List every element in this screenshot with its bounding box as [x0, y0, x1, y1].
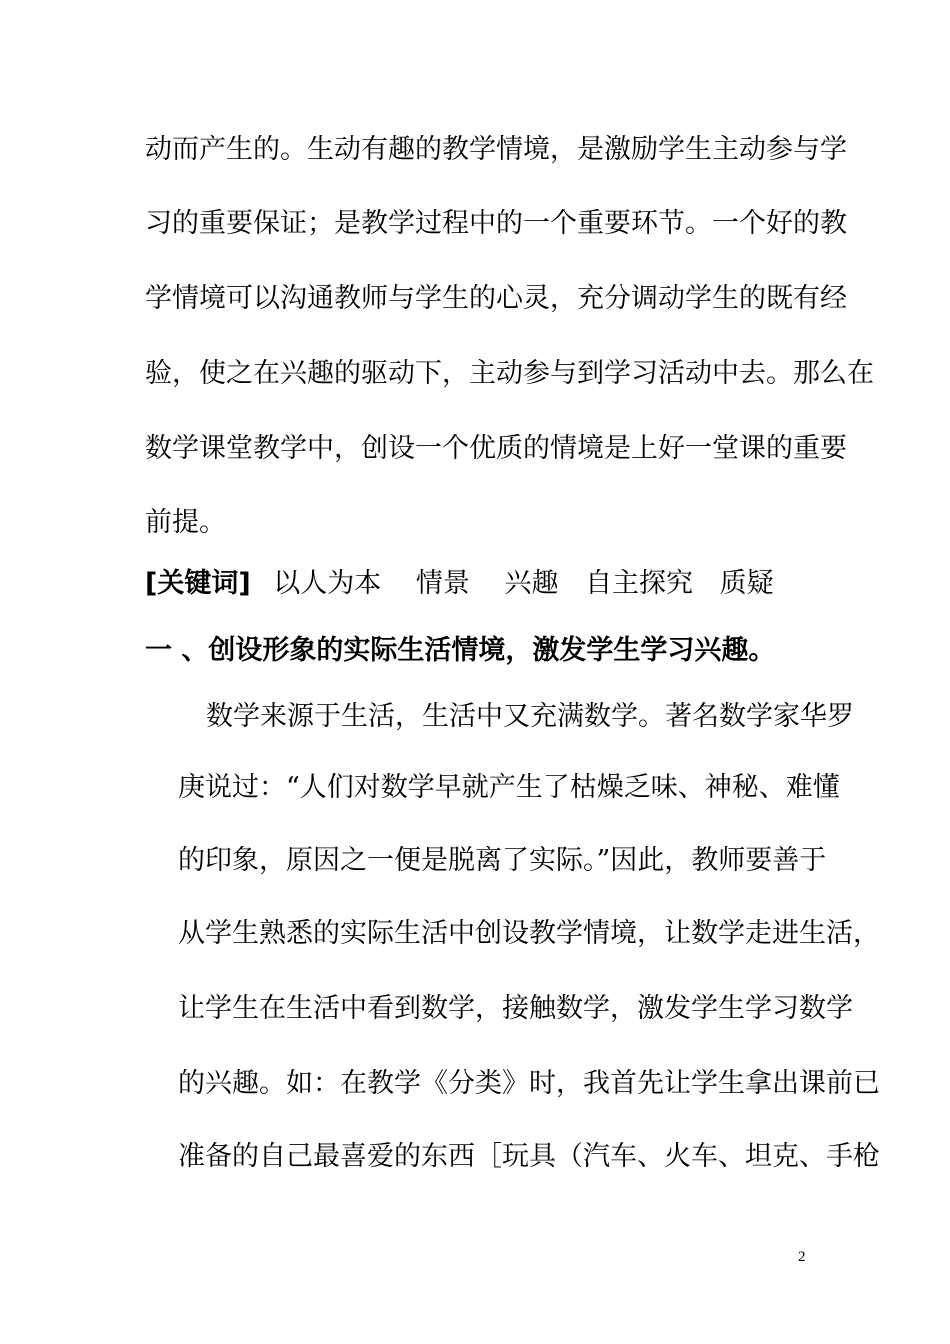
- intro-line-1: 动而产生的。生动有趣的教学情境，是激励学生主动参与学: [145, 134, 847, 165]
- section-line-3: 的印象，原因之一便是脱离了实际。”因此，教师要善于: [178, 845, 827, 876]
- section-line-7: 准备的自己最喜爱的东西［玩具（汽车、火车、坦克、手枪: [178, 1141, 880, 1172]
- keyword-item: 自主探究: [585, 568, 694, 599]
- intro-line-2: 习的重要保证；是教学过程中的一个重要环节。一个好的教: [145, 208, 847, 239]
- intro-line-5: 数学课堂教学中，创设一个优质的情境是上好一堂课的重要: [145, 433, 847, 464]
- keyword-item: 质疑: [719, 568, 774, 599]
- section-line-1: 数学来源于生活，生活中又充满数学。著名数学家华罗: [206, 701, 854, 732]
- page-number: 2: [798, 1249, 806, 1265]
- intro-line-4: 验，使之在兴趣的驱动下，主动参与到学习活动中去。那么在: [145, 358, 874, 389]
- section-line-4: 从学生熟悉的实际生活中创设教学情境，让数学走进生活，: [178, 918, 880, 949]
- keyword-item: 情景: [415, 568, 470, 599]
- section-line-6: 的兴趣。如：在教学《分类》时，我首先让学生拿出课前已: [178, 1068, 880, 1099]
- keyword-item: 以人为本: [273, 568, 382, 599]
- section-heading: 一 、创设形象的实际生活情境，激发学生学习兴趣。: [145, 635, 776, 666]
- intro-line-6: 前提。: [145, 507, 226, 538]
- keyword-item: 兴趣: [504, 568, 559, 599]
- keywords-label: [关键词]: [145, 568, 251, 599]
- keywords-line: [145, 567, 774, 601]
- section-line-5: 让学生在生活中看到数学，接触数学，激发学生学习数学: [178, 993, 853, 1024]
- section-line-2: 庚说过：“人们对数学早就产生了枯燥乏味、神秘、难懂: [178, 772, 840, 803]
- intro-line-3: 学情境可以沟通教师与学生的心灵，充分调动学生的既有经: [145, 283, 847, 314]
